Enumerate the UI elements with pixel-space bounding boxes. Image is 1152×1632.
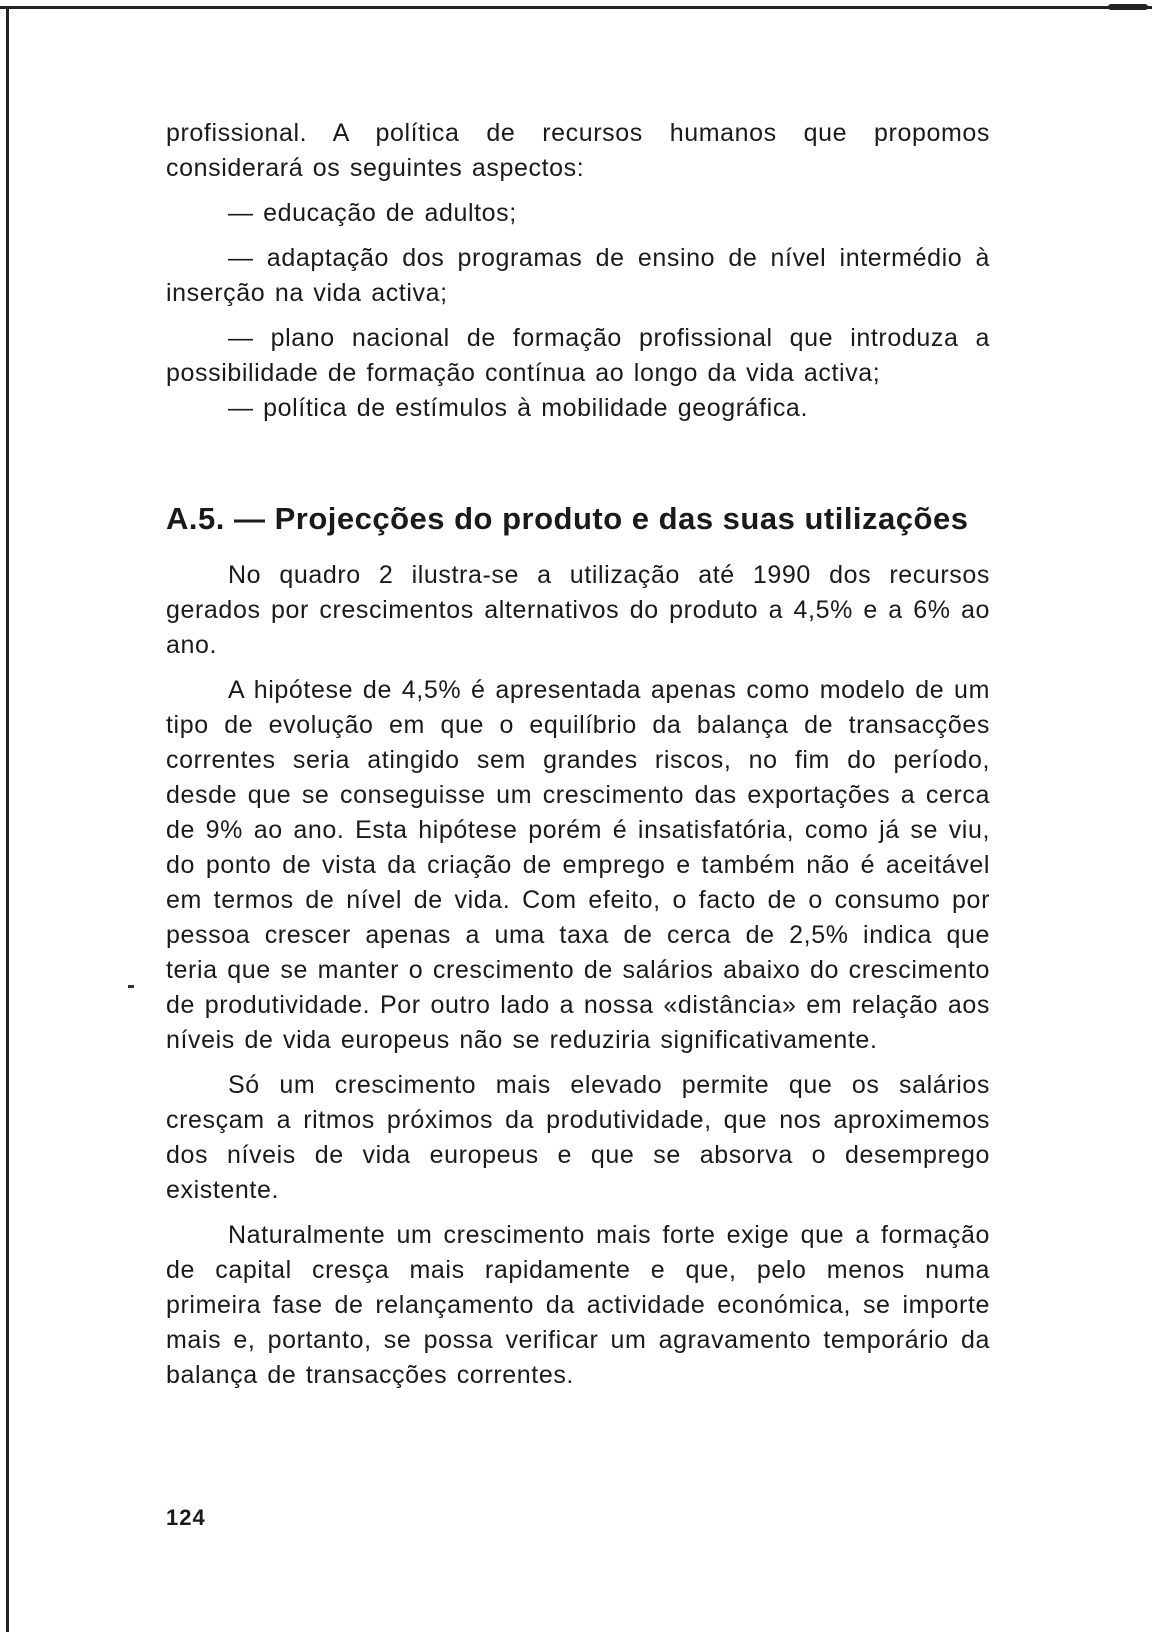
intro-paragraph: profissional. A política de recursos humanos que propomos considerará os seguintes aspectos: <box>166 119 990 182</box>
body-paragraph: A hipótese de 4,5% é apresentada apenas como modelo de um tipo de evolução em que o equilíbrio da balança de transacções correntes seria atingido sem grandes riscos, no fim do período, desde que se conseguisse um crescimento das exportações a cerca de 9% ao ano. Esta hipótese porém é insatisfatória, como já se viu, do ponto de vista da criação de emprego e também não é aceitável em termos de nível de vida. Com efeito, o facto de o consumo por pessoa crescer apenas a uma taxa de cerca de 2,5% indica que teria que se manter o crescimento de salários abaixo do crescimento de produtividade. Por outro lado a nossa «distância» em relação aos níveis de vida europeus não se reduziria significativamente. <box>166 676 990 1054</box>
list-item: — política de estímulos à mobilidade geográfica. <box>228 394 808 422</box>
stray-mark <box>128 985 134 988</box>
scan-mark <box>1108 4 1148 10</box>
section-heading: A.5. — Projecções do produto e das suas utilizações <box>166 501 969 536</box>
scan-border-left <box>6 6 9 1632</box>
list-item: — educação de adultos; <box>228 199 517 227</box>
list-item: — plano nacional de formação profissional que introduza a possibilidade de formação contínua ao longo da vida activa; <box>166 324 990 387</box>
page-content <box>166 116 990 1393</box>
body-paragraph: Só um crescimento mais elevado permite que os salários cresçam a ritmos próximos da produtividade, que nos aproximemos dos níveis de vida europeus e que se absorva o desemprego existente. <box>166 1071 990 1204</box>
scan-border-top <box>0 6 1152 9</box>
page-number: 124 <box>166 1505 206 1530</box>
body-paragraph: No quadro 2 ilustra-se a utilização até 1990 dos recursos gerados por crescimentos alternativos do produto a 4,5% e a 6% ao ano. <box>166 561 990 659</box>
body-paragraph: Naturalmente um crescimento mais forte exige que a formação de capital cresça mais rapidamente e que, pelo menos numa primeira fase de relançamento da actividade económica, se importe mais e, portanto, se possa verificar um agravamento temporário da balança de transacções correntes. <box>166 1221 990 1389</box>
list-item: — adaptação dos programas de ensino de nível intermédio à inserção na vida activa; <box>166 244 990 307</box>
